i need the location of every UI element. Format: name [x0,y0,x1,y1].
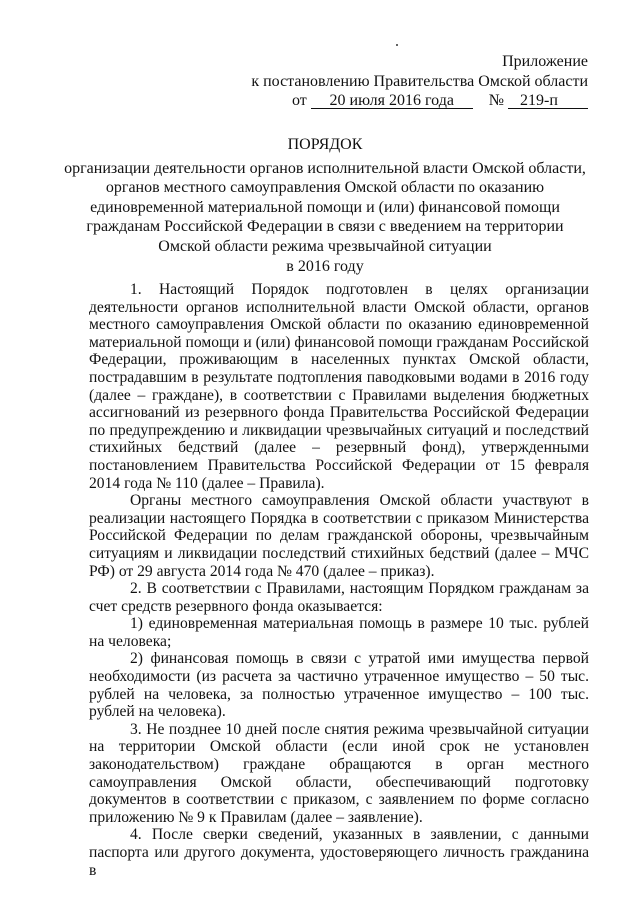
date-prefix: от [291,92,307,109]
paragraph-1-cont: Органы местного самоуправления Омской области участвуют в реализации настоящего Порядка в соответствии с приказом Министерства Российской Федерации по делам гражданской обороны, чрезвычайным ситуациям и ликвидации последствий стихийных бедствий (далее – МЧС РФ) от 29 августа 2014 года № 470 (далее – приказ). [89,492,589,580]
appendix-label: Приложение [502,53,588,70]
scan-speck [396,44,398,46]
document-title-block [60,135,590,276]
subtitle-line: в 2016 году [286,257,364,275]
subtitle-line: Омской области режима чрезвычайной ситуации [158,237,492,255]
subtitle-line: организации деятельности органов исполнительной власти Омской области, [64,159,586,177]
paragraph-2: 2. В соответствии с Правилами, настоящим Порядком гражданам за счет средств резервного фонда оказывается: [89,580,589,615]
paragraph-4: 4. После сверки сведений, указанных в заявлении, с данными паспорта или другого документа, удостоверяющего личность гражданина в [89,826,589,879]
document-body [89,281,589,879]
subtitle-line: гражданам Российской Федерации в связи с введением на территории [86,218,564,236]
appendix-header [251,52,588,111]
paragraph-1: 1. Настоящий Порядок подготовлен в целях организации деятельности органов исполнительной власти Омской области, органов местного самоуправления Омской области по оказанию единовременной материальной помощи и (или) финансовой помощи гражданам Российской Федерации, проживающим в населенных пунктах Омской области, пострадавшим в результате подтопления паводковыми водами в 2016 году (далее – граждане), в соответствии с Правилами выделения бюджетных ассигнований из резервного фонда Правительства Российской Федерации по предупреждению и ликвидации чрезвычайных ситуаций и последствий стихийных бедствий (далее – резервный фонд), утвержденными постановлением Правительства Российской Федерации от 15 февраля 2014 года № 110 (далее – Правила). [89,281,589,492]
subtitle-line: органов местного самоуправления Омской области по оказанию [105,179,545,197]
decree-date: 20 июля 2016 года [311,93,473,109]
list-item-2: 2) финансовая помощь в связи с утратой ими имущества первой необходимости (из расчета за частично утраченное имущество – 50 тыс. рублей на человека, за полностью утраченное имущество – 100 тыс. рублей на человека). [89,650,589,721]
number-prefix: № [488,92,504,109]
decree-number: 219-п [508,93,588,109]
list-item-1: 1) единовременная материальная помощь в размере 10 тыс. рублей на человека; [89,615,589,650]
appendix-date-line [251,91,588,111]
document-title: ПОРЯДОК [287,136,363,153]
appendix-reference: к постановлению Правительства Омской области [251,72,588,90]
paragraph-3: 3. Не позднее 10 дней после снятия режима чрезвычайной ситуации на территории Омской области (если иной срок не установлен законодательством) граждане обращаются в орган местного самоуправления Омской области, обеспечивающий подготовку документов в соответствии с приказом, с заявлением по форме согласно приложению № 9 к Правилам (далее – заявление). [89,720,589,826]
subtitle-line: единовременной материальной помощи и (или) финансовой помощи [90,198,560,216]
